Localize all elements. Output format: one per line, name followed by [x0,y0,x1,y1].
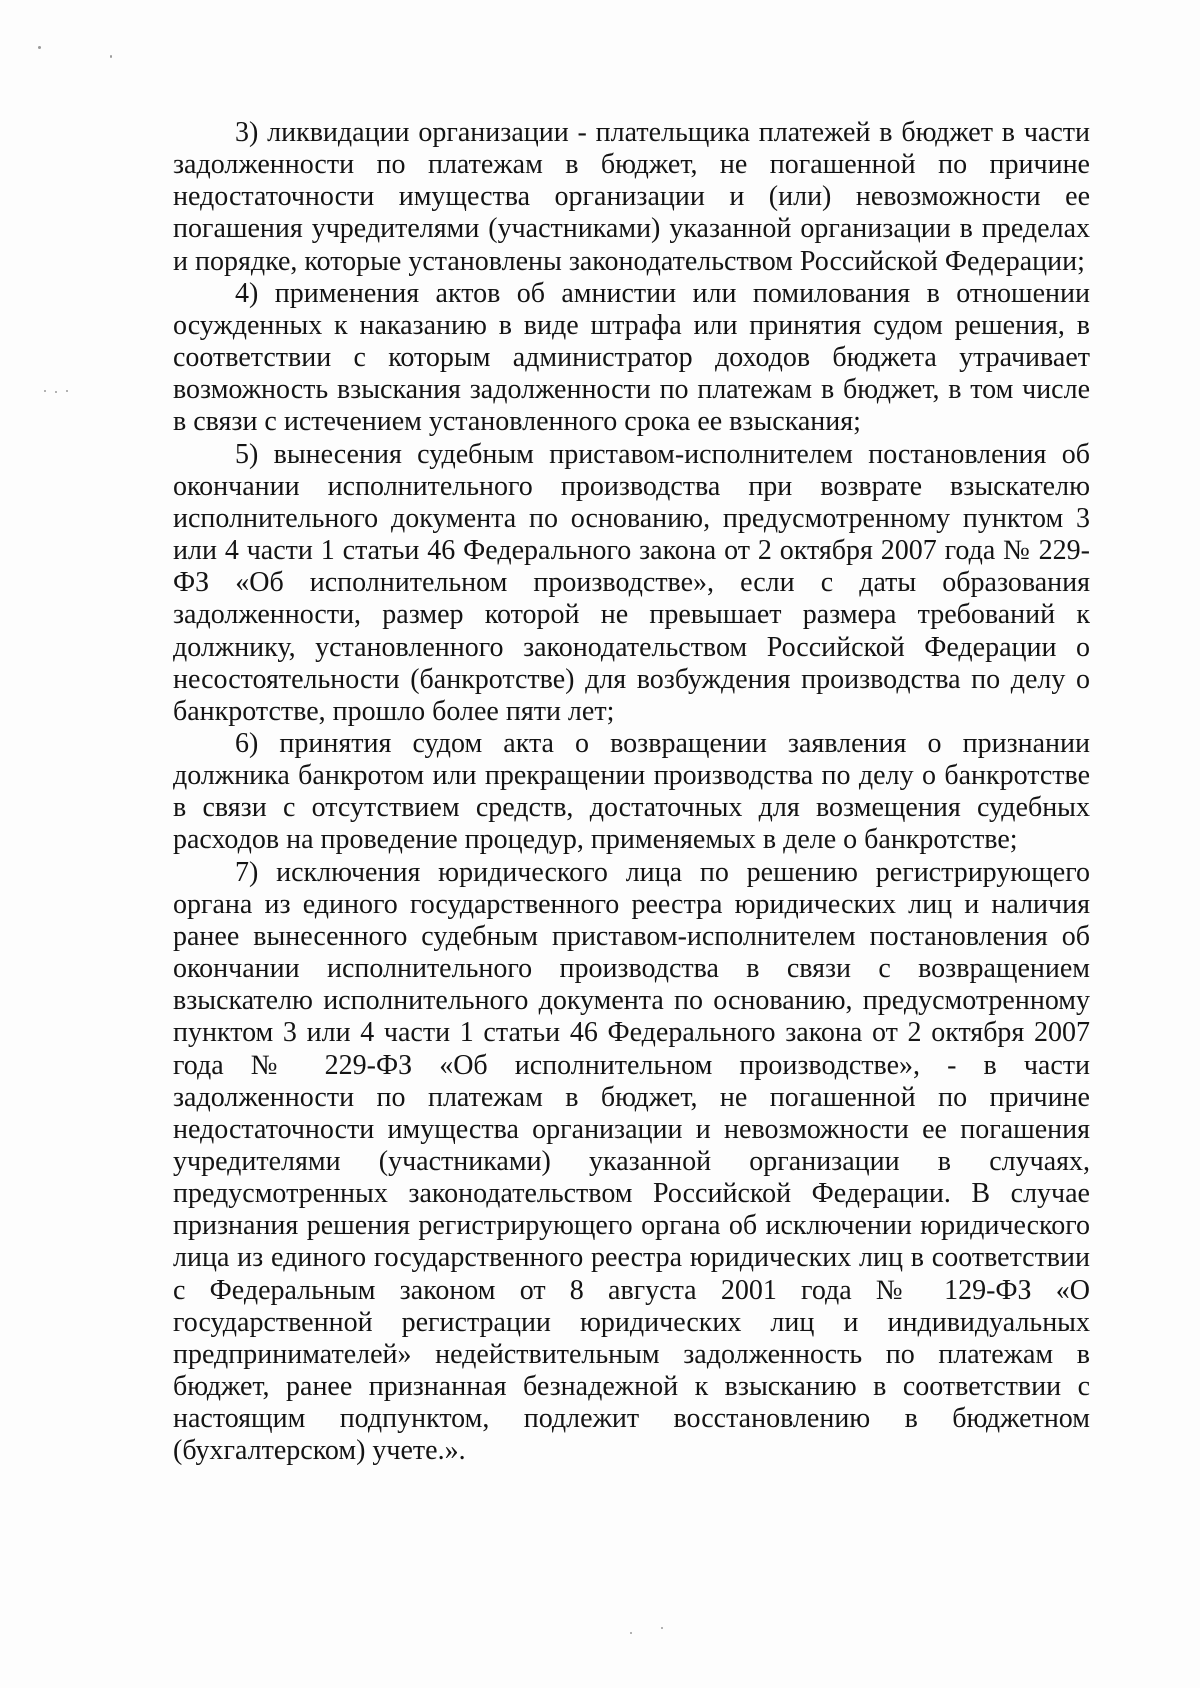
scan-speck [630,1632,632,1634]
paragraph-item-7: 7) исключения юридического лица по решению регистрирующего органа из единого государственного реестра юридических лиц и наличия ранее вынесенного судебным приставом-исполнителем постановления об окончании исполнительного производства в связи с возвращением взыскателю исполнительного документа по основанию, предусмотренному пунктом 3 или 4 части 1 статьи 46 Федерального закона от 2 октября 2007 года № 229-ФЗ «Об исполнительном производстве», - в части задолженности по платежам в бюджет, не погашенной по причине недостаточности имущества организации и невозможности ее погашения учредителями (участниками) указанной организации в случаях, предусмотренных законодательством Российской Федерации. В случае признания решения регистрирующего органа об исключении юридического лица из единого государственного реестра юридических лиц в соответствии с Федеральным законом от 8 августа 2001 года № 129-ФЗ «О государственной регистрации юридических лиц и индивидуальных предпринимателей» недействительным задолженность по платежам в бюджет, ранее признанная безнадежной к взысканию в соответствии с настоящим подпунктом, подлежит восстановлению в бюджетном (бухгалтерском) учете.». [173,856,1090,1467]
scan-speck [38,46,41,49]
scan-speck [110,55,112,58]
paragraph-item-3: 3) ликвидации организации - плательщика платежей в бюджет в части задолженности по платежам в бюджет, не погашенной по причине недостаточности имущества организации и (или) невозможности ее погашения учредителями (участниками) указанной организации в пределах и порядке, которые установлены законодательством Российской Федерации; [173,117,1090,277]
scan-speck [44,390,46,392]
paragraph-item-6: 6) принятия судом акта о возвращении заявления о признании должника банкротом или прекращении производства по делу о банкротстве в связи с отсутствием средств, достаточных для возмещения судебных расходов на проведение процедур, применяемых в деле о банкротстве; [173,727,1090,856]
paragraph-item-4: 4) применения актов об амнистии или помилования в отношении осужденных к наказанию в виде штрафа или принятия судом решения, в соответствии с которым администратор доходов бюджета утрачивает возможность взыскания задолженности по платежам в бюджет, в том числе в связи с истечением установленного срока ее взыскания; [173,277,1090,438]
paragraph-item-5: 5) вынесения судебным приставом-исполнителем постановления об окончании исполнительного производства при возврате взыскателю исполнительного документа по основанию, предусмотренному пунктом 3 или 4 части 1 статьи 46 Федерального закона от 2 октября 2007 года № 229-ФЗ «Об исполнительном производстве», если с даты образования задолженности, размер которой не превышает размера требований к должнику, установленного законодательством Российской Федерации о несостоятельности (банкротстве) для возбуждения производства по делу о банкротстве, прошло более пяти лет; [173,438,1090,727]
scan-speck [66,390,68,392]
scan-speck [661,1627,663,1629]
document-body [173,117,1090,1468]
scan-speck [55,391,57,393]
